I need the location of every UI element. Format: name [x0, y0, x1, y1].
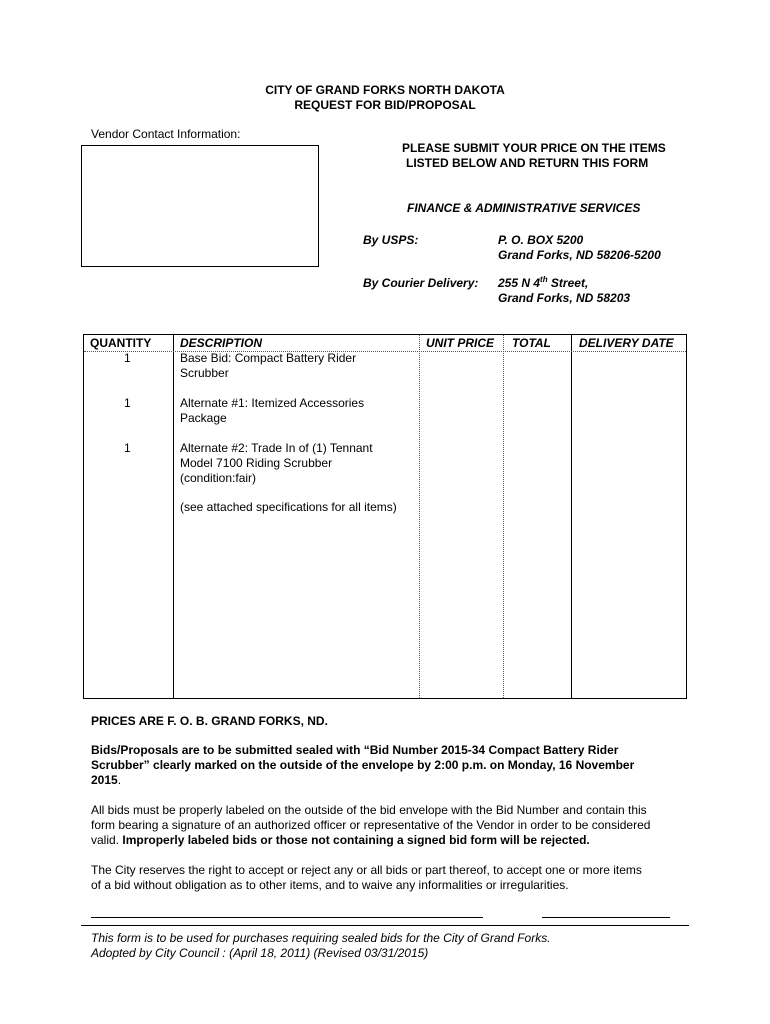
- row-1-description: Base Bid: Compact Battery Rider Scrubber: [180, 351, 357, 380]
- courier-label: By Courier Delivery:: [363, 276, 479, 290]
- submit-instructions: [402, 141, 666, 171]
- row-2-description: Alternate #1: Itemized Accessories Package: [180, 396, 365, 425]
- form-title: [0, 83, 770, 113]
- courier-address-line-2: Grand Forks, ND 58203: [498, 291, 631, 305]
- bid-items-table: [83, 334, 687, 699]
- unit-price-cell[interactable]: [420, 352, 502, 698]
- header-total: TOTAL: [512, 336, 551, 350]
- usps-label: By USPS:: [363, 233, 419, 247]
- fob-statement: PRICES ARE F. O. B. GRAND FORKS, ND.: [91, 714, 328, 728]
- submit-line-1: PLEASE SUBMIT YOUR PRICE ON THE ITEMS: [402, 141, 666, 155]
- labeling-requirements: All bids must be properly labeled on the outside of the bid envelope with the Bid Number and contain this form bearing a signature of an authorized officer or representative of the Vendor in order to be considered valid. Improperly labeled bids or those not containing a signed bid form will be rejected.: [91, 803, 651, 847]
- footer-line-1: This form is to be used for purchases requiring sealed bids for the City of Grand Forks.: [91, 931, 551, 945]
- total-cell[interactable]: [504, 352, 570, 698]
- usps-address-line-2: Grand Forks, ND 58206-5200: [498, 248, 661, 262]
- row-3-description: Alternate #2: Trade In of (1) Tennant Model 7100 Riding Scrubber (condition:fair): [180, 441, 373, 485]
- specifications-note: (see attached specifications for all items): [180, 500, 397, 514]
- courier-address: [498, 276, 630, 306]
- row-1-quantity: 1: [124, 351, 131, 365]
- usps-address-line-1: P. O. BOX 5200: [498, 233, 584, 247]
- usps-address: [498, 233, 661, 263]
- header-description: DESCRIPTION: [180, 336, 263, 350]
- submit-line-2: LISTED BELOW AND RETURN THIS FORM: [406, 156, 649, 170]
- header-quantity: QUANTITY: [90, 336, 152, 350]
- courier-address-line-1: 255 N 4th Street,: [498, 275, 589, 290]
- reservation-of-rights: The City reserves the right to accept or reject any or all bids or part thereof, to accept one or more items of a bid without obligation as to other items, and to waive any informalities or irregularities.: [91, 863, 642, 892]
- footer-note: [91, 931, 551, 961]
- submission-deadline: Bids/Proposals are to be submitted sealed with “Bid Number 2015-34 Compact Battery Rider Scrubber” clearly marked on the outside of the envelope by 2:00 p.m. on Monday, 16 November 2015.: [91, 743, 635, 787]
- delivery-date-cell[interactable]: [572, 352, 686, 698]
- footer-line-2: Adopted by City Council : (April 18, 2011) (Revised 03/31/2015): [91, 946, 429, 960]
- title-line-1: CITY OF GRAND FORKS NORTH DAKOTA: [265, 83, 505, 97]
- signature-line[interactable]: [91, 917, 483, 918]
- department-name: FINANCE & ADMINISTRATIVE SERVICES: [407, 201, 641, 215]
- vendor-contact-box[interactable]: [81, 145, 319, 267]
- title-line-2: REQUEST FOR BID/PROPOSAL: [294, 98, 476, 112]
- header-unit-price: UNIT PRICE: [426, 336, 495, 350]
- vendor-contact-label: Vendor Contact Information:: [91, 127, 241, 141]
- date-line[interactable]: [542, 917, 670, 918]
- row-2-quantity: 1: [124, 396, 131, 410]
- footer-divider: [81, 925, 689, 926]
- header-delivery-date: DELIVERY DATE: [579, 336, 674, 350]
- row-3-quantity: 1: [124, 441, 131, 455]
